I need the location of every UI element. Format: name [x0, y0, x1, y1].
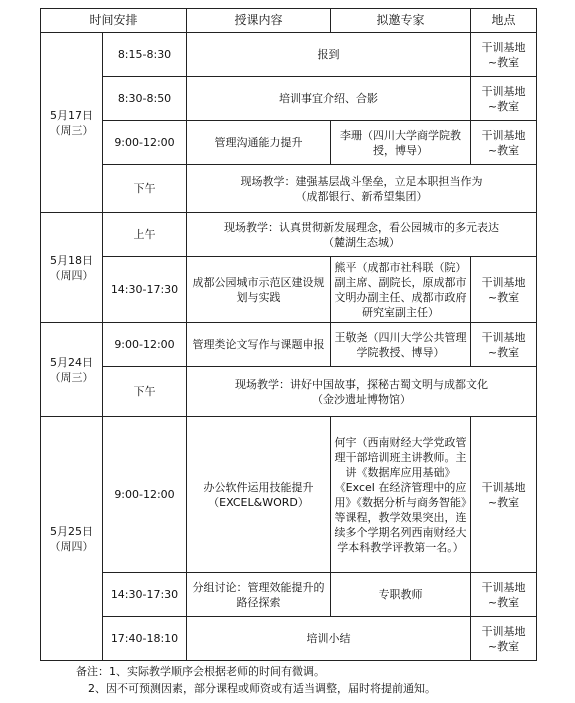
time-cell: 下午 — [103, 165, 187, 213]
table-row — [41, 323, 537, 367]
date-cell: 5月24日 （周三） — [41, 323, 103, 417]
time-cell: 9:00-12:00 — [103, 121, 187, 165]
table-row — [41, 257, 537, 323]
schedule-table — [40, 8, 537, 661]
note-line-2: 2、因不可预测因素，部分课程或师资或有适当调整，届时将提前通知。 — [88, 682, 436, 695]
time-cell: 9:00-12:00 — [103, 323, 187, 367]
content-cell: 管理沟通能力提升 — [187, 121, 331, 165]
time-cell: 8:15-8:30 — [103, 33, 187, 77]
time-cell: 上午 — [103, 213, 187, 257]
content-cell: 分组讨论：管理效能提升的路径探索 — [187, 573, 331, 617]
date-cell: 5月17日 （周三） — [41, 33, 103, 213]
header-expert: 拟邀专家 — [331, 9, 471, 33]
location-cell: 干训基地 ~教室 — [471, 323, 537, 367]
content-cell: 管理类论文写作与课题申报 — [187, 323, 331, 367]
site-visit-cell: 现场教学：建强基层战斗堡垒，立足本职担当作为 （成都银行、新希望集团） — [187, 165, 537, 213]
time-cell: 14:30-17:30 — [103, 257, 187, 323]
content-cell: 培训事宜介绍、合影 — [187, 77, 471, 121]
table-row — [41, 573, 537, 617]
table-row — [41, 77, 537, 121]
header-content: 授课内容 — [187, 9, 331, 33]
expert-cell: 王敬尧（四川大学公共管理学院教授、博导） — [331, 323, 471, 367]
time-cell: 9:00-12:00 — [103, 417, 187, 573]
time-cell: 14:30-17:30 — [103, 573, 187, 617]
location-cell: 干训基地 ~教室 — [471, 417, 537, 573]
location-cell: 干训基地 ~教室 — [471, 33, 537, 77]
expert-cell: 熊平（成都市社科联（院）副主席、副院长，原成都市文明办副主任、成都市政府研究室副主任） — [331, 257, 471, 323]
location-cell: 干训基地 ~教室 — [471, 573, 537, 617]
table-row — [41, 417, 537, 573]
table-row — [41, 33, 537, 77]
time-cell: 8:30-8:50 — [103, 77, 187, 121]
header-time: 时间安排 — [41, 9, 187, 33]
date-cell: 5月25日 （周四） — [41, 417, 103, 661]
header-row — [41, 9, 537, 33]
location-cell: 干训基地 ~教室 — [471, 257, 537, 323]
header-location: 地点 — [471, 9, 537, 33]
location-cell: 干训基地 ~教室 — [471, 617, 537, 661]
table-row — [41, 121, 537, 165]
time-cell: 下午 — [103, 367, 187, 417]
content-cell: 办公软件运用技能提升 （EXCEL&WORD） — [187, 417, 331, 573]
date-cell: 5月18日 （周四） — [41, 213, 103, 323]
table-row — [41, 165, 537, 213]
table-row — [41, 367, 537, 417]
table-row — [41, 617, 537, 661]
content-cell: 成都公园城市示范区建设规划与实践 — [187, 257, 331, 323]
site-visit-cell: 现场教学：讲好中国故事，探秘古蜀文明与成都文化 （金沙遗址博物馆） — [187, 367, 537, 417]
expert-cell: 李珊（四川大学商学院教授，博导） — [331, 121, 471, 165]
table-row — [41, 213, 537, 257]
content-cell: 培训小结 — [187, 617, 471, 661]
content-cell: 报到 — [187, 33, 471, 77]
location-cell: 干训基地 ~教室 — [471, 77, 537, 121]
expert-cell: 专职教师 — [331, 573, 471, 617]
expert-cell: 何宇（西南财经大学党政管理干部培训班主讲教师。主讲《数据库应用基础》《Excel 在经济管理中的应用》《数据分析与商务智能》等课程，教学效果突出，连续多个学期名列西南财经大学本科教学评教第一名。） — [331, 417, 471, 573]
time-cell: 17:40-18:10 — [103, 617, 187, 661]
site-visit-cell: 现场教学：认真贯彻新发展理念，看公园城市的多元表达 （麓湖生态城） — [187, 213, 537, 257]
note-line-1: 备注：1、实际教学顺序会根据老师的时间有微调。 — [76, 665, 325, 678]
location-cell: 干训基地 ~教室 — [471, 121, 537, 165]
